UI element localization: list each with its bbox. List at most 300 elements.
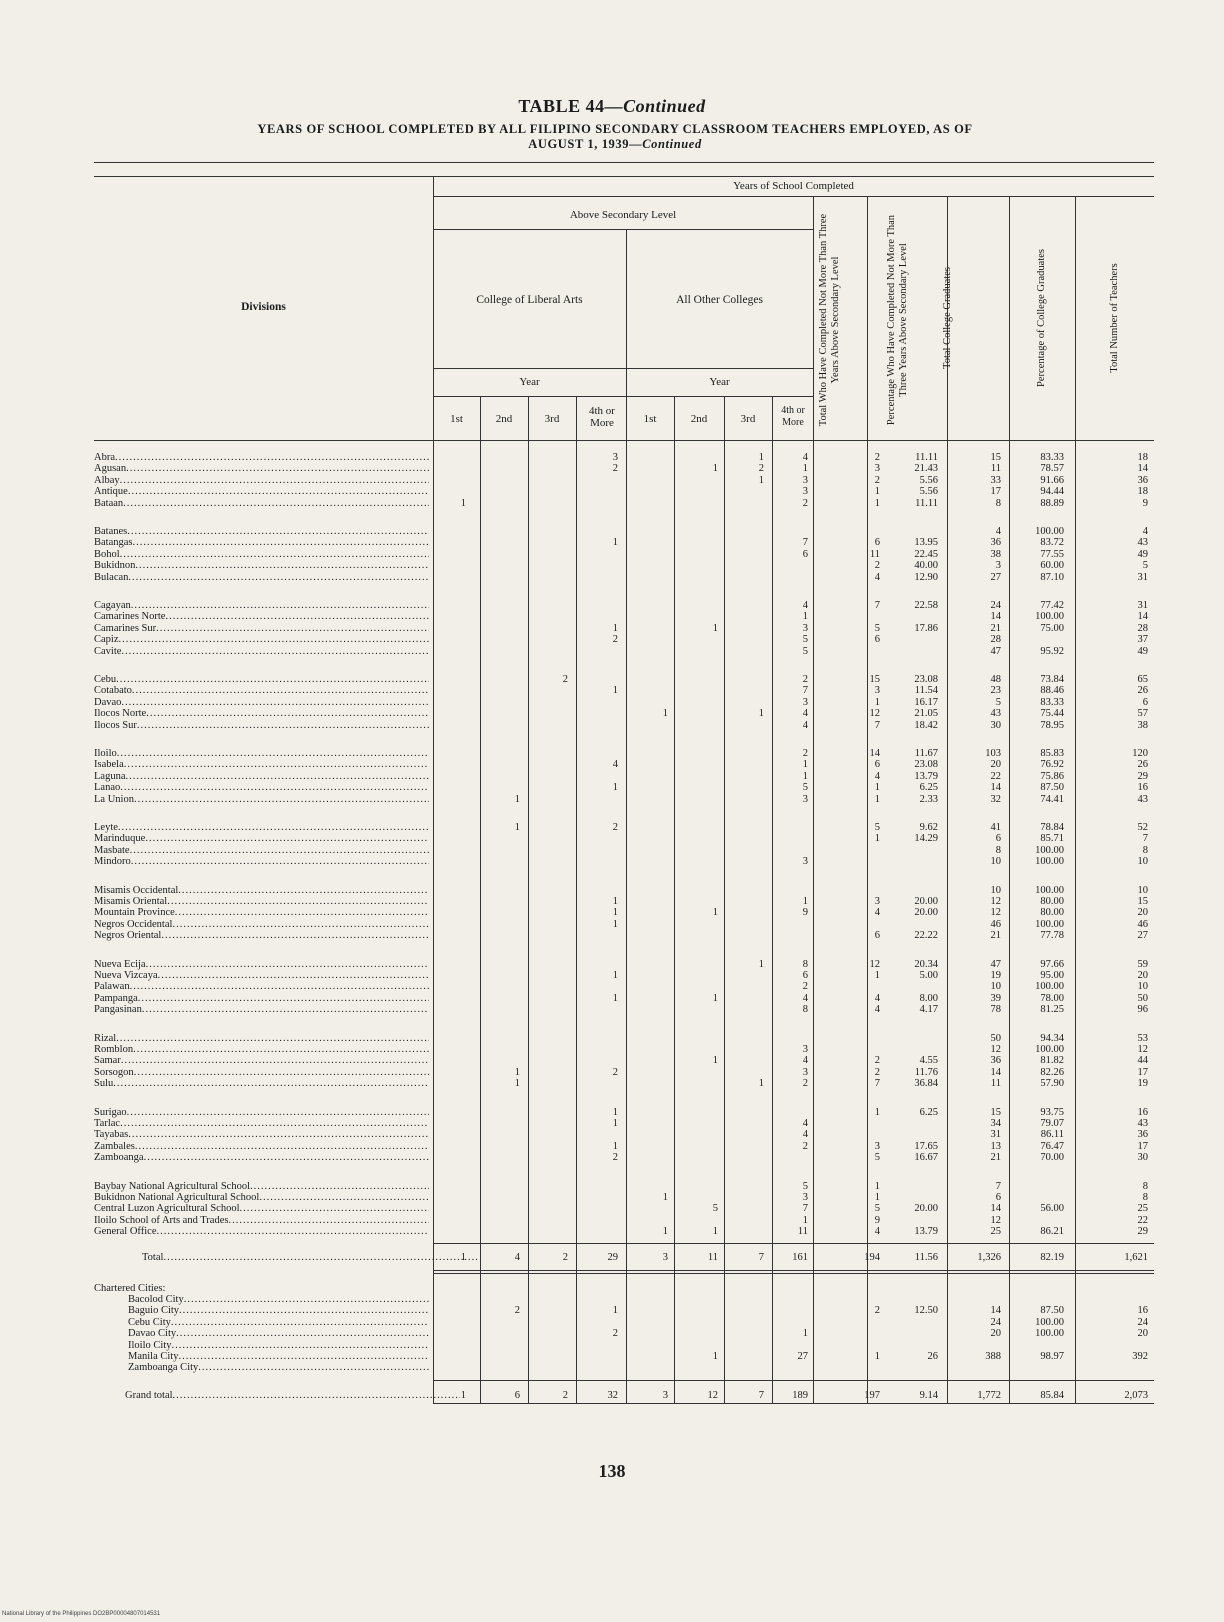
table-cell: 4 [1142,526,1148,537]
table-cell: 88.89 [1040,497,1064,509]
table-row [0,560,1224,571]
col-oc-4th: 4th or More [781,405,805,428]
division-name: Bataan ..... [94,498,429,509]
table-cell: 1 [712,622,718,634]
table-cell: 47 [990,958,1001,970]
table-cell: 10 [1137,884,1148,896]
table-cell: 4 [802,1118,808,1129]
table-cell: 16.67 [914,1152,938,1164]
table-cell: 43 [1137,793,1148,805]
table-cell: 100.00 [1035,1044,1064,1055]
table-cell: 75.00 [1040,622,1064,634]
table-cell: 6.25 [919,1106,938,1118]
division-name: Antique ..... [94,486,429,497]
table-row [0,782,1224,793]
division-name: Davao City ..... [128,1328,429,1339]
table-cell: 80.00 [1040,907,1064,919]
table-row [0,930,1224,941]
table-cell: 46 [1137,918,1148,930]
table-cell: 4 [802,1055,808,1067]
table-cell: 1 [514,793,520,805]
table-row [0,674,1224,685]
table-cell: 50 [990,1032,1001,1044]
table-cell: 5 [802,782,808,794]
table-cell: 5 [874,822,880,833]
table-cell: 4 [874,907,880,919]
table-cell: 189 [792,1390,808,1401]
table-row [0,833,1224,844]
table-cell: 86.11 [1040,1129,1064,1141]
rule [433,1270,1154,1271]
table-cell: 24 [1137,1316,1148,1328]
total-not-more-three-header: Total Who Have Completed Not More Than Three Years Above Secondary Level [818,213,841,427]
table-cell: 21 [990,930,1001,942]
table-cell: 4.55 [919,1055,938,1067]
table-cell: 16 [1137,1106,1148,1118]
table-cell: 1 [612,1106,618,1118]
table-cell: 3 [802,474,808,486]
table-cell: 4 [874,1226,880,1238]
table-cell: 14 [1137,611,1148,623]
table-cell: 27 [1137,930,1148,942]
division-name: Cagayan ..... [94,600,429,611]
subtitle-line-1: YEARS OF SCHOOL COMPLETED BY ALL FILIPINO SECONDARY CLASSROOM TEACHERS EMPLOYED, AS OF [257,122,973,136]
table-cell: 17 [1137,1066,1148,1078]
table-cell: 1 [874,1192,880,1203]
table-cell: 2 [562,1252,568,1263]
table-cell: 75.44 [1040,708,1064,720]
division-name: General Office ..... [94,1226,429,1237]
table-cell: 12 [707,1390,718,1401]
division-name: Baguio City ..... [128,1305,429,1316]
table-cell: 49 [1137,645,1148,657]
table-cell: 13 [990,1140,1001,1152]
table-cell: 83.33 [1040,452,1064,463]
table-cell: 6 [874,537,880,549]
table-cell: 22 [1137,1214,1148,1226]
table-cell: 1 [612,685,618,697]
table-row [0,1294,1224,1305]
division-name: Marinduque ..... [94,833,429,844]
table-cell: 8 [995,497,1001,509]
table-cell: 6 [874,759,880,771]
col-oc-3rd: 3rd [740,413,756,425]
division-name: Iloilo City ..... [128,1340,429,1351]
division-name: Pampanga ..... [94,993,429,1004]
table-cell: 1 [612,907,618,919]
table-cell: 1 [874,486,880,498]
table-cell: 3 [802,696,808,708]
table-cell: 1 [874,833,880,845]
table-cell: 4 [802,452,808,463]
division-name: Iloilo School of Arts and Trades ..... [94,1215,429,1226]
table-cell: 8 [1142,844,1148,856]
table-cell: 13.79 [914,1226,938,1238]
table-cell: 43 [990,708,1001,720]
table-cell: 94.34 [1040,1032,1064,1044]
division-name: Camarines Norte ..... [94,611,429,622]
year-header-liberal: Year [519,376,540,388]
table-cell: 1 [712,992,718,1004]
table-cell: 17.86 [914,622,938,634]
table-cell: 73.84 [1040,674,1064,685]
table-cell: 3 [802,1192,808,1203]
table-cell: 16.17 [914,696,938,708]
table-cell: 4 [802,719,808,731]
table-cell: 36 [990,537,1001,549]
table-cell: 1,772 [977,1390,1001,1401]
table-cell: 59 [1137,958,1148,970]
division-name: Batangas ..... [94,537,429,548]
table-cell: 12.90 [914,571,938,583]
table-cell: 85.71 [1040,833,1064,845]
table-cell: 1 [758,474,764,486]
table-cell: 43 [1137,537,1148,549]
table-cell: 34 [990,1118,1001,1129]
table-row [0,1078,1224,1089]
table-cell: 77.42 [1040,600,1064,611]
table-cell: 20 [1137,1328,1148,1340]
table-cell: 88.46 [1040,685,1064,697]
table-cell: 3 [802,1066,808,1078]
division-name: Tarlac ..... [94,1118,429,1129]
table-cell: 11.11 [915,452,938,463]
table-row [0,708,1224,719]
total-teachers-header: Total Number of Teachers [1109,263,1120,373]
table-cell: 9 [874,1214,880,1226]
col-la-4th: 4th or More [589,405,615,429]
table-cell: 38 [1137,719,1148,731]
table-cell: 77.55 [1040,548,1064,560]
table-cell: 25 [1137,1203,1148,1215]
table-cell: 1 [612,970,618,981]
table-cell: 1 [874,793,880,805]
table-row [0,572,1224,583]
table-cell: 11 [990,463,1001,475]
division-name: Bukidnon ..... [94,560,429,571]
table-cell: 2 [612,1328,618,1340]
rule [433,368,813,369]
table-cell: 1 [802,770,808,782]
table-cell: 1 [712,1351,718,1362]
table-cell: 5.56 [919,486,938,498]
division-name: Bulacan ..... [94,572,429,583]
pct-college-grads-header: Percentage of College Graduates [1036,249,1047,387]
division-name: La Union ..... [94,794,429,805]
table-cell: 38 [990,548,1001,560]
table-cell: 15 [869,674,880,685]
table-row [0,1252,1224,1263]
table-cell: 7 [758,1252,764,1263]
col-la-3rd: 3rd [544,413,560,425]
table-row [0,1192,1224,1203]
table-row [0,634,1224,645]
table-cell: 19 [1137,1078,1148,1090]
table-cell: 31 [990,1129,1001,1141]
table-cell: 3 [874,1140,880,1152]
division-name: Batanes ..... [94,526,429,537]
chartered-cities-heading [0,1283,1224,1294]
table-cell: 23.08 [914,674,938,685]
table-row [0,1317,1224,1328]
table-row [0,1129,1224,1140]
table-cell: 3 [662,1390,668,1401]
table-cell: 4 [874,992,880,1004]
division-name: Camarines Sur ..... [94,623,429,634]
table-row [0,537,1224,548]
table-cell: 1 [758,452,764,463]
page-number: 138 [598,1461,626,1481]
division-name: Abra ..... [94,452,429,463]
table-cell: 15 [990,452,1001,463]
table-row [0,1203,1224,1214]
table-cell: 2 [802,1078,808,1090]
table-cell: 388 [985,1351,1001,1362]
table-cell: 3 [874,463,880,475]
table-cell: 44 [1137,1055,1148,1067]
table-row [0,1152,1224,1163]
table-row [0,896,1224,907]
table-cell: 4 [802,1129,808,1141]
table-cell: 31 [1137,600,1148,611]
table-cell: 100.00 [1035,526,1064,537]
table-cell: 15 [1137,896,1148,907]
table-cell: 7 [802,685,808,697]
rule [433,1273,1154,1274]
table-cell: 65 [1137,674,1148,685]
table-cell: 94.44 [1040,486,1064,498]
division-name: Masbate ..... [94,845,429,856]
table-cell: 100.00 [1035,1316,1064,1328]
table-cell: 100.00 [1035,844,1064,856]
table-row [0,1055,1224,1066]
table-cell: 36 [1137,1129,1148,1141]
table-cell: 91.66 [1040,474,1064,486]
subtitle-date: AUGUST 1, 1939 [528,137,630,151]
col-oc-1st: 1st [643,413,657,425]
pct-not-more-three-header: Percentage Who Have Completed Not More Than Three Years Above Secondary Level [886,214,909,426]
other-colleges-header: All Other Colleges [676,294,763,306]
table-cell: 16 [1137,1305,1148,1317]
table-cell: 1 [758,708,764,720]
table-cell: 14.29 [914,833,938,845]
table-cell: 1,326 [977,1252,1001,1263]
table-cell: 20.00 [914,896,938,907]
table-cell: 12 [1137,1044,1148,1055]
table-cell: 14 [990,1305,1001,1317]
table-cell: 95.00 [1040,970,1064,981]
table-cell: 12 [990,1044,1001,1055]
table-cell: 1 [460,1252,466,1263]
table-cell: 57 [1137,708,1148,720]
table-cell: 24 [990,1316,1001,1328]
table-cell: 5 [802,645,808,657]
table-cell: 20 [1137,907,1148,919]
table-cell: 40.00 [914,560,938,572]
table-cell: 12 [990,1214,1001,1226]
table-cell: 70.00 [1040,1152,1064,1164]
table-cell: 19 [990,970,1001,981]
table-cell: 2 [758,463,764,475]
table-cell: 74.41 [1040,793,1064,805]
table-cell: 2 [874,474,880,486]
table-cell: 11.56 [914,1252,938,1263]
table-row [0,1033,1224,1044]
division-name: Samar ..... [94,1055,429,1066]
table-cell: 2 [612,822,618,833]
table-cell: 100.00 [1035,1328,1064,1340]
table-cell: 11 [869,548,880,560]
table-row [0,970,1224,981]
table-cell: 6 [995,1192,1001,1203]
rule [433,229,813,230]
table-cell: 100.00 [1035,611,1064,623]
table-row [0,919,1224,930]
table-cell: 5 [802,634,808,646]
subtitle-line-2 [150,137,1080,152]
table-cell: 7 [758,1390,764,1401]
table-cell: 4 [612,759,618,771]
table-row [0,1004,1224,1015]
table-cell: 10 [990,884,1001,896]
table-row [0,1067,1224,1078]
table-cell: 43 [1137,1118,1148,1129]
table-cell: 2 [874,1055,880,1067]
table-cell: 11.54 [914,685,938,697]
table-cell: 1 [612,992,618,1004]
table-row [0,1305,1224,1316]
table-cell: 1 [874,1180,880,1192]
table-cell: 1 [712,1055,718,1067]
table-row [0,794,1224,805]
table-row [0,771,1224,782]
table-cell: 60.00 [1040,560,1064,572]
table-cell: 2 [874,1066,880,1078]
table-cell: 23 [990,685,1001,697]
division-name: Negros Oriental ..... [94,930,429,941]
table-cell: 12 [990,896,1001,907]
table-cell: 46 [990,918,1001,930]
division-name: Agusan ..... [94,463,429,474]
table-row [0,486,1224,497]
table-cell: 1 [514,1078,520,1090]
table-cell: 3 [802,1044,808,1055]
table-cell: 22.58 [914,600,938,611]
table-row [0,907,1224,918]
table-cell: 6 [802,548,808,560]
table-cell: 41 [990,822,1001,833]
table-cell: 392 [1132,1351,1148,1362]
division-name: Central Luzon Agricultural School ..... [94,1203,429,1214]
chartered-cities-label: Chartered Cities: [94,1283,166,1294]
table-cell: 82.19 [1040,1252,1064,1263]
rule [433,396,813,397]
table-cell: 29 [1137,770,1148,782]
table-cell: 1 [612,782,618,794]
table-title [0,96,1224,117]
table-row [0,959,1224,970]
table-cell: 1 [758,1078,764,1090]
table-cell: 1 [612,1140,618,1152]
table-cell: 4 [874,571,880,583]
table-row [0,452,1224,463]
division-name: Isabela ..... [94,759,429,770]
table-cell: 5 [874,622,880,634]
table-cell: 1 [460,1390,466,1401]
table-cell: 1 [758,958,764,970]
table-cell: 2,073 [1124,1390,1148,1401]
table-cell: 2 [802,1140,808,1152]
table-cell: 2 [612,634,618,646]
table-cell: 6 [802,970,808,981]
table-cell: 194 [864,1252,880,1263]
division-name: Bohol ..... [94,549,429,560]
table-cell: 20.00 [914,1203,938,1215]
table-cell: 20.00 [914,907,938,919]
table-cell: 3 [802,486,808,498]
table-cell: 1 [712,907,718,919]
table-cell: 32 [990,793,1001,805]
table-cell: 2 [612,463,618,475]
table-cell: 52 [1137,822,1148,833]
table-title-suffix: —Continued [604,96,706,116]
table-cell: 5 [995,696,1001,708]
table-cell: 7 [1142,833,1148,845]
table-row [0,1362,1224,1373]
table-cell: 5 [874,1203,880,1215]
table-cell: 96 [1137,1004,1148,1016]
division-name: Pangasinan ..... [94,1004,429,1015]
table-cell: 16 [1137,782,1148,794]
table-cell: 7 [802,1203,808,1215]
table-cell: 100.00 [1035,856,1064,868]
division-name: Cebu City ..... [128,1317,429,1328]
table-cell: 8 [1142,1192,1148,1203]
division-name: Ilocos Sur ..... [94,720,429,731]
table-row [0,1351,1224,1362]
table-cell: 85.83 [1040,748,1064,759]
table-cell: 4 [802,992,808,1004]
table-cell: 4.17 [919,1004,938,1016]
table-row [0,1340,1224,1351]
division-name: Leyte ..... [94,822,429,833]
table-cell: 5.00 [919,970,938,981]
table-cell: 10 [990,981,1001,993]
table-row [0,1118,1224,1129]
table-cell: 87.10 [1040,571,1064,583]
division-name: Nueva Ecija ..... [94,959,429,970]
table-cell: 100.00 [1035,884,1064,896]
table-cell: 7 [995,1180,1001,1192]
table-cell: 100.00 [1035,981,1064,993]
table-cell: 1 [612,622,618,634]
table-cell: 1 [874,497,880,509]
table-cell: 75.86 [1040,770,1064,782]
division-name: Total ..... [142,1252,477,1263]
division-name: Iloilo ..... [94,748,429,759]
table-cell: 9.62 [919,822,938,833]
division-name: Nueva Vizcaya ..... [94,970,429,981]
table-cell: 48 [990,674,1001,685]
table-cell: 23.08 [914,759,938,771]
division-name: Zambales ..... [94,1141,429,1152]
table-cell: 11 [797,1226,808,1238]
table-title-main: TABLE 44 [518,96,605,116]
table-row [0,1181,1224,1192]
table-cell: 14 [990,1066,1001,1078]
table-cell: 3 [874,896,880,907]
table-cell: 4 [802,600,808,611]
